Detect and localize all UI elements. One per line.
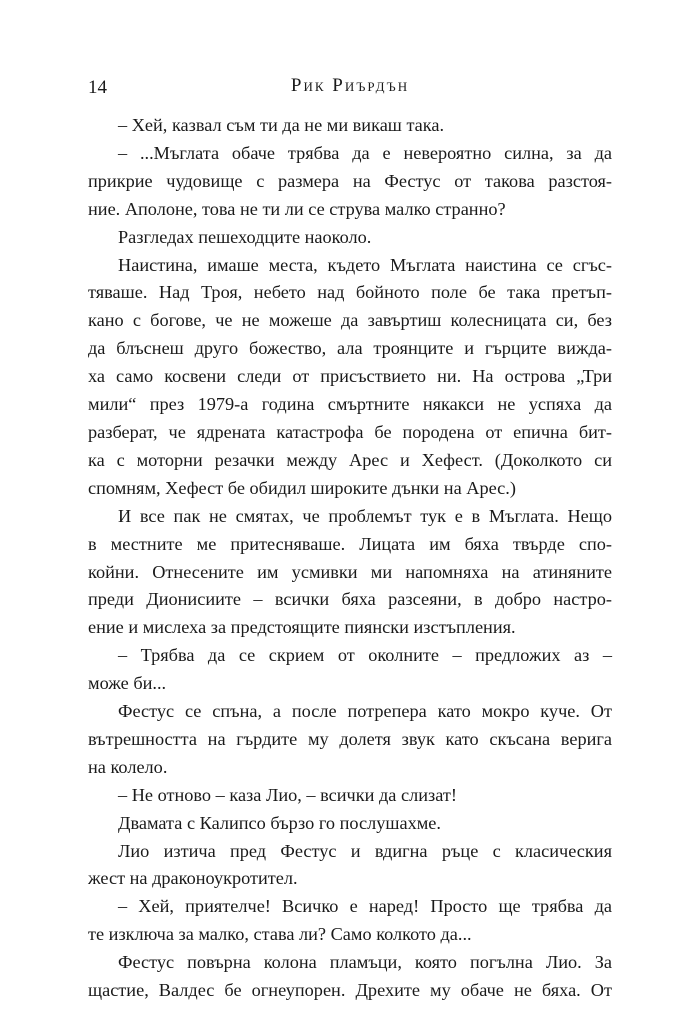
text-line: щастие, Валдес бе огнеупорен. Дрехите му обаче не бяха. От [88, 980, 612, 1001]
paragraph [88, 503, 612, 643]
text-line: И все пак не смятах, че проблемът тук е в Мъглата. Нещо [118, 505, 612, 526]
text-line: прикрие чудовище с размера на Фестус от такова разстоя- [88, 170, 612, 191]
text-line: – ...Мъглата обаче трябва да е невероятно силна, за да [118, 142, 612, 163]
paragraph [88, 112, 612, 140]
text-line: на колело. [88, 756, 168, 777]
page-number: 14 [88, 77, 107, 98]
running-head-author: Рик Риърдън [290, 75, 410, 96]
text-line: – Не отново – каза Лио, – всички да слизат! [118, 784, 457, 805]
text-line: – Трябва да се скрием от околните – предложих аз – [118, 645, 612, 666]
text-line: Двамата с Калипсо бързо го послушахме. [118, 812, 441, 833]
text-line: кано с богове, че не можеше да завъртиш колесницата си, без [88, 310, 612, 331]
text-line: ение и мислеха за предстоящите пиянски изстъпления. [88, 617, 516, 638]
paragraph [88, 949, 612, 1005]
text-line: Фестус повърна колона пламъци, която погълна Лио. За [118, 952, 612, 973]
text-line: – Хей, казвал съм ти да не ми викаш така. [118, 115, 445, 135]
paragraph [88, 140, 612, 224]
text-line: в местните ме притесняваше. Лицата им бяха твърде спо- [88, 533, 612, 554]
body-text [88, 112, 612, 1005]
text-line: Разгледах пешеходците наоколо. [118, 226, 372, 247]
paragraph [88, 810, 612, 838]
paragraph [88, 838, 612, 894]
paragraph [88, 782, 612, 810]
text-line: мили“ през 1979-а година смъртните някакси не успяха да [88, 394, 612, 415]
text-line: койни. Отнесените им усмивки ми напомняха на атиняните [88, 561, 612, 582]
text-line: вътрешността на гърдите му долетя звук като скъсана верига [88, 728, 612, 749]
text-line: Лио изтича пред Фестус и вдигна ръце с класическия [118, 840, 612, 861]
text-line: разберат, че ядрената катастрофа бе породена от епична бит- [88, 421, 612, 442]
text-line: – Хей, приятелче! Всичко е наред! Просто ще трябва да [118, 896, 612, 917]
paragraph [88, 224, 612, 252]
paragraph [88, 642, 612, 698]
paragraph [88, 252, 612, 503]
text-line: Фестус се спъна, а после потрепера като мокро куче. От [118, 701, 612, 722]
text-line: жест на драконоукротител. [88, 868, 298, 889]
text-line: тяваше. Над Троя, небето над бойното поле бе така претъп- [88, 282, 612, 303]
paragraph [88, 698, 612, 782]
paragraph [88, 893, 612, 949]
text-line: може би... [88, 673, 167, 694]
text-line: ха само косвени следи от присъствието ни. На острова „Три [88, 366, 612, 387]
text-line: преди Дионисиите – всички бяха разсеяни, в добро настро- [88, 589, 612, 610]
text-line: те изключа за малко, става ли? Само колкото да... [88, 924, 472, 945]
text-line: да блъснеш друго божество, ала троянците и гърците вижда- [88, 338, 612, 359]
text-line: спомням, Хефест бе обидил широките дънки на Арес.) [88, 477, 516, 498]
text-line: ние. Аполоне, това не ти ли се струва малко странно? [88, 198, 506, 219]
text-line: Наистина, имаше места, където Мъглата наистина се сгъс- [118, 254, 612, 275]
text-line: ка с моторни резачки между Арес и Хефест. (Доколкото си [88, 449, 612, 470]
